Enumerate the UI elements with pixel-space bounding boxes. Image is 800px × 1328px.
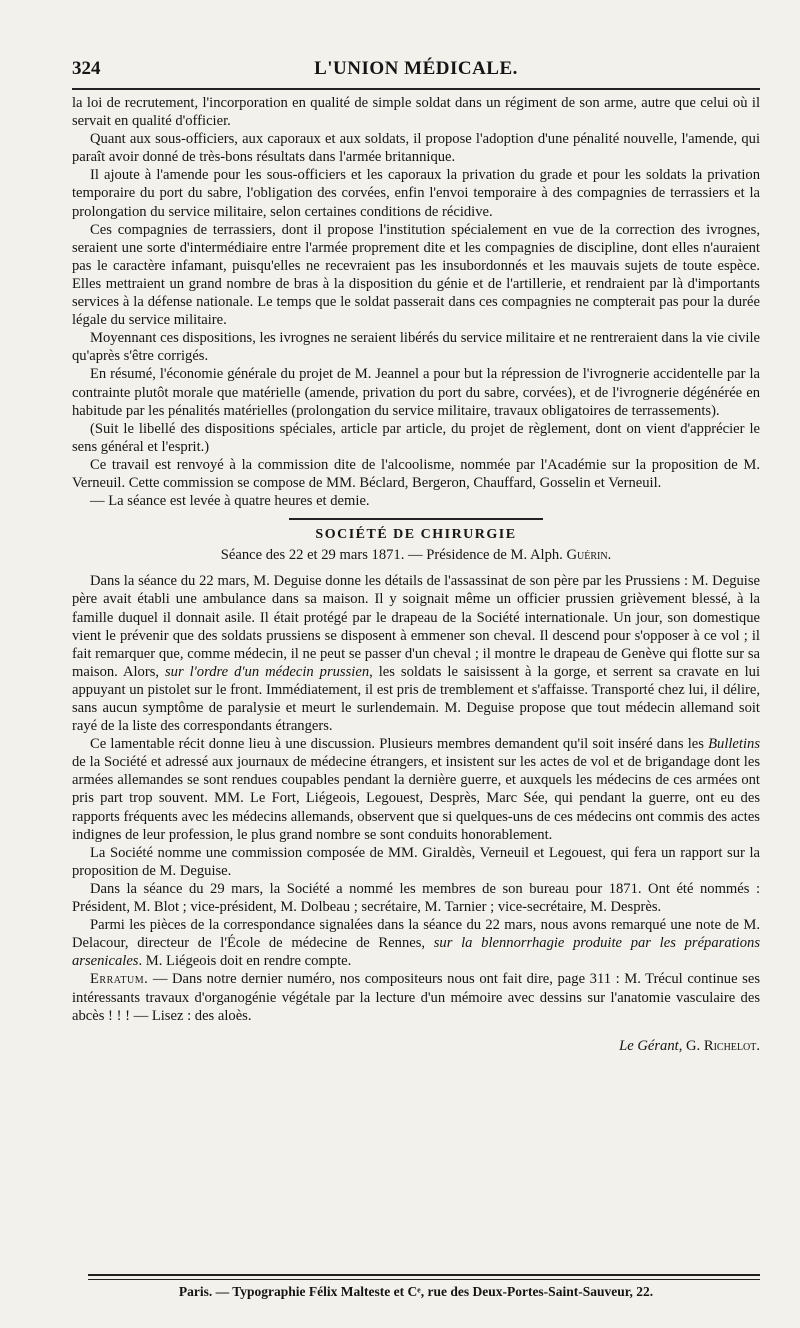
paragraph <box>72 916 760 970</box>
paragraph: Moyennant ces dispositions, les ivrognes ne seraient libérés du service militaire et ne rentreraient dans la vie civile qu'après s'être corrigés. <box>72 330 760 365</box>
paragraph: La Société nomme une commission composée de MM. Giraldès, Verneuil et Legouest, qui fera un rapport sur la proposition de M. Deguise. <box>72 844 760 879</box>
erratum-label: Erratum. <box>90 971 149 988</box>
paragraph <box>72 572 760 735</box>
paragraph: Quant aux sous-officiers, aux caporaux et aux soldats, il propose l'adoption d'une pénalité nouvelle, l'amende, qui paraît avoir donné de très-bons résultats dans l'armée britannique. <box>72 131 760 166</box>
section-subtitle <box>72 546 760 564</box>
erratum-text: — Dans notre dernier numéro, nos compositeurs nous ont fait dire, page 311 : M. Trécul continue ses intéressants travaux d'organogénie végétale par la lecture d'un mémoire avec dessins sur l'anatomie vasculaire des abcès ! ! ! — Lisez : des aloès. <box>72 971 760 1024</box>
italic-text: sur l'ordre d'un médecin prussien <box>165 663 370 680</box>
erratum <box>72 970 760 1024</box>
paragraph: — La séance est levée à quatre heures et demie. <box>90 493 370 510</box>
paragraph-text: Parmi les pièces de la correspondance signalées dans la séance du 22 mars, nous avons remarqué une note de M. Delacour, directeur de l'École de médecine de Rennes, <box>72 917 760 952</box>
paragraph-text: Dans la séance du 22 mars, M. Deguise donne les détails de l'assassinat de son père par les Prussiens : M. Deguise père avait établi une ambulance dans sa maison. Il y soignait même un officier prussien grièvement blessé, à la famille duquel il donnait asile. Il était protégé par le drapeau de la Société internationale. Un jour, son domestique vient le prévenir que des soldats prussiens se disposent à emmener son cheval. Il descend pour s'opposer à ce vol ; il fait remarquer que, comme médecin, il ne peut se passer d'un cheval ; il montre le drapeau de Genève qui flotte sur sa maison. Alors, <box>72 573 760 680</box>
section-rule <box>289 518 544 520</box>
section-title: SOCIÉTÉ DE CHIRURGIE <box>315 527 517 543</box>
signature-role: Le Gérant <box>619 1037 679 1054</box>
paragraph: Dans la séance du 29 mars, la Société a nommé les membres de son bureau pour 1871. Ont été nommés : Président, M. Blot ; vice-président, M. Dolbeau ; secrétaire, M. Tarnier ; vice-secrétaire, M. Desprès. <box>72 880 760 916</box>
paragraph-text: de la Société et adressé aux journaux de médecine étrangers, et insistent sur les actes de vol et de brigandage dont les armées allemandes se sont rendues coupables pendant la dernière guerre, et auxquels les médecins de ces armées ont pris part trop souvent. MM. Le Fort, Liégeois, Legouest, Desprès, Marc Sée, qui pendant la guerre, ont eu des rapports fréquents avec les médecins allemands, observent que si quelques-uns de ces médecins ont commis des actes indignes de leur profession, le plus grand nombre se sont conduits honorablement. <box>72 754 760 843</box>
italic-text: sur la blennorrhagie produite par les préparations arsenicales <box>72 935 760 970</box>
footer-rule <box>88 1274 760 1276</box>
footer-rule <box>88 1279 760 1280</box>
president-name: Guérin. <box>566 547 612 564</box>
paragraph: la loi de recrutement, l'incorporation en qualité de simple soldat dans un régiment de son arme, autre que celui où il servait en qualité d'officier. <box>72 95 760 130</box>
signature-name: , G. Richelot. <box>678 1037 760 1054</box>
paragraph: Ces compagnies de terrassiers, dont il propose l'institution spécialement en vue de la correction des ivrognes, seraient une sorte d'intermédiaire entre l'armée proprement dite et les compagnies de discipline, dont elles n'auraient pas le caractère infamant, puisqu'elles ne recevraient pas les insubordonnés et les mauvais sujets de toute espèce. Elles mettraient un grand nombre de bras à la disposition du génie et de l'artillerie, et rendraient par là d'importants services à la défense nationale. Le temps que le soldat passerait dans ces compagnies ne compterait pas pour la durée légale du service militaire. <box>72 221 760 329</box>
paragraph <box>72 735 760 844</box>
italic-text: Bulletins <box>708 736 760 753</box>
page-header <box>72 58 760 86</box>
paragraph: Ce travail est renvoyé à la commission dite de l'alcoolisme, nommée par l'Académie sur la proposition de M. Verneuil. Cette commission se compose de MM. Béclard, Bergeron, Chauffard, Gosselin et Verneuil. <box>72 456 760 491</box>
paragraph-text: . M. Liégeois doit en rendre compte. <box>138 953 352 970</box>
article-body <box>72 94 760 1055</box>
paragraph: (Suit le libellé des dispositions spéciales, article par article, du projet de règlement, dont on vient d'apprécier le sens général et l'esprit.) <box>72 420 760 455</box>
running-title: L'UNION MÉDICALE. <box>314 58 518 79</box>
printer-imprint: Paris. — Typographie Félix Malteste et Cᵉ, rue des Deux-Portes-Saint-Sauveur, 22. <box>178 1284 654 1299</box>
paragraph: Il ajoute à l'amende pour les sous-officiers et les caporaux la privation du grade et pour les soldats la privation temporaire du port du sabre, l'obligation des corvées, enfin l'envoi temporaire à des compagnies de terrassiers et la prolongation du service militaire, selon certaines conditions de récidive. <box>72 167 760 220</box>
header-rule <box>72 88 760 90</box>
paragraph-text: , les soldats le saisissent à la gorge, et serrent sa cravate en lui appuyant un pistolet sur le front. Immédiatement, il est pris de tremblement et s'affaisse. Transporté chez lui, il délire, sans aucun symptôme de paralysie et meurt le surlendemain. M. Deguise propose que tout médecin allemand soit rayé de la liste des correspondants étrangers. <box>72 663 760 735</box>
section-subtitle-text: Séance des 22 et 29 mars 1871. — Présidence de M. Alph. <box>220 547 567 564</box>
paragraph-text: Ce lamentable récit donne lieu à une discussion. Plusieurs membres demandent qu'il soit inséré dans les <box>90 736 709 753</box>
paragraph: En résumé, l'économie générale du projet de M. Jeannel a pour but la répression de l'ivrognerie accidentelle par la contrainte plutôt morale que matérielle (amende, privation du port du sabre, corvées), et de l'ivrognerie dégénérée en habitude par les pénalités matérielles (prolongation du service militaire, travaux obligatoires de terrassements). <box>72 366 760 419</box>
signature <box>72 1037 760 1055</box>
page-number: 324 <box>72 58 101 79</box>
